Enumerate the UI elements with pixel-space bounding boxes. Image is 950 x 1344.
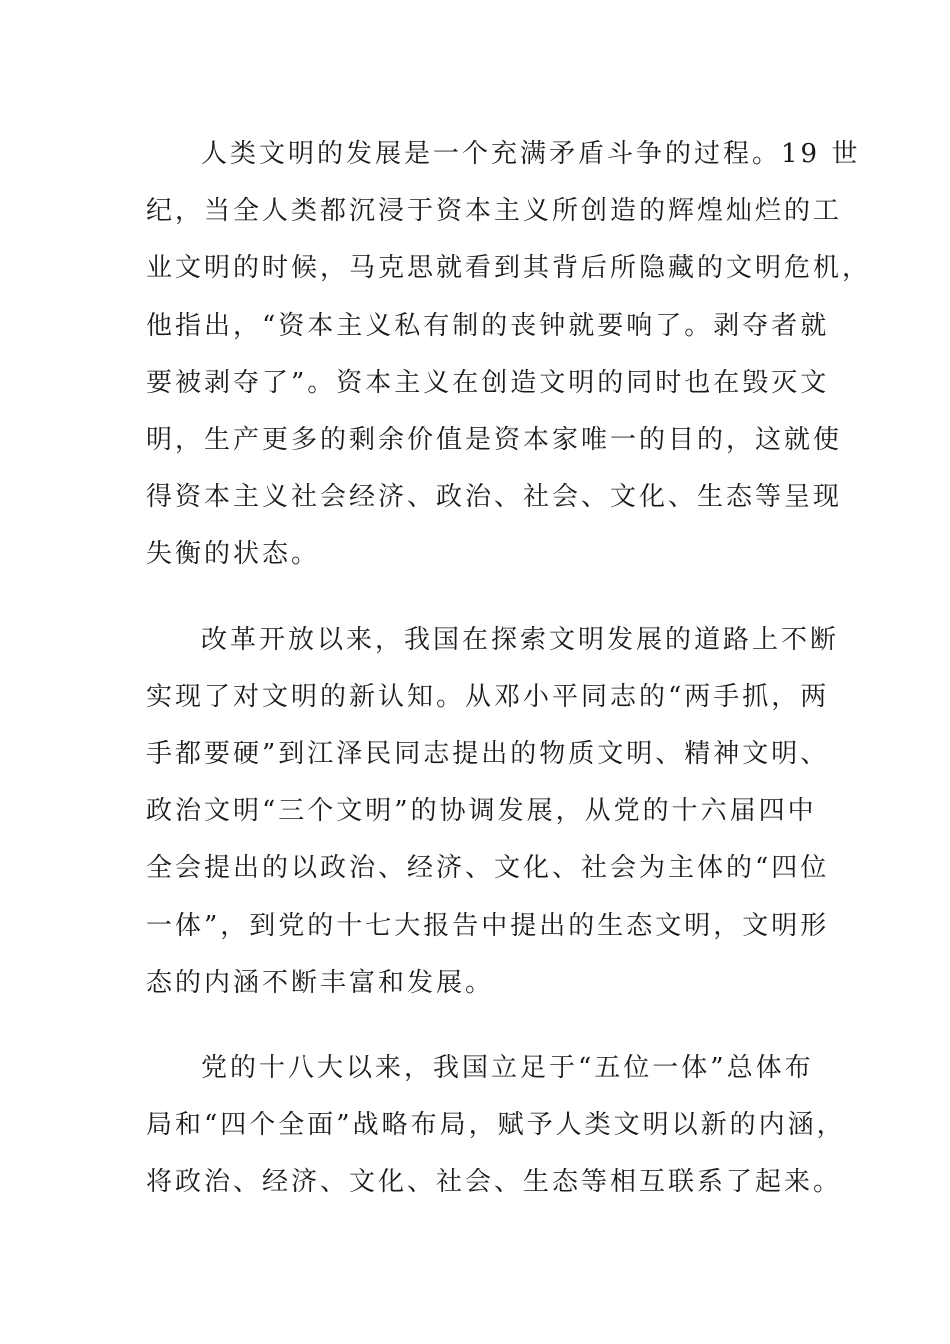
- paragraph-line: 全会提出的以政治、经济、文化、社会为主体的“四位: [146, 853, 830, 884]
- paragraph-line: 实现了对文明的新认知。从邓小平同志的“两手抓，两: [146, 681, 830, 712]
- paragraph-3: [146, 1040, 846, 1212]
- paragraph-1: [146, 126, 872, 584]
- paragraph-line: 失衡的状态。: [146, 539, 321, 570]
- paragraph-line: 业文明的时候，马克思就看到其背后所隐藏的文明危机，: [146, 253, 872, 284]
- paragraph-line: 得资本主义社会经济、政治、社会、文化、生态等呈现: [146, 482, 843, 513]
- paragraph-line: 将政治、经济、文化、社会、生态等相互联系了起来。: [146, 1167, 843, 1198]
- paragraph-line: 局和“四个全面”战略布局，赋予人类文明以新的内涵，: [146, 1110, 846, 1141]
- paragraph-line: 要被剥夺了”。资本主义在创造文明的同时也在毁灭文: [146, 367, 830, 398]
- paragraph-2: [146, 612, 840, 1012]
- paragraph-line: 他指出，“资本主义私有制的丧钟就要响了。剥夺者就: [146, 310, 830, 341]
- paragraph-line: 态的内涵不断丰富和发展。: [146, 967, 495, 998]
- paragraph-line: 政治文明“三个文明”的协调发展，从党的十六届四中: [146, 796, 817, 827]
- document-body: [146, 126, 872, 1212]
- paragraph-line: 纪，当全人类都沉浸于资本主义所创造的辉煌灿烂的工: [146, 196, 843, 227]
- paragraph-line: 手都要硬”到江泽民同志提出的物质文明、精神文明、: [146, 739, 830, 770]
- paragraph-line: 改革开放以来，我国在探索文明发展的道路上不断: [201, 624, 840, 655]
- paragraph-line: 人类文明的发展是一个充满矛盾斗争的过程。19 世: [201, 139, 861, 169]
- paragraph-line: 党的十八大以来，我国立足于“五位一体”总体布: [201, 1053, 814, 1084]
- paragraph-line: 明，生产更多的剩余价值是资本家唯一的目的，这就使: [146, 425, 843, 456]
- paragraph-line: 一体”，到党的十七大报告中提出的生态文明，文明形: [146, 910, 830, 941]
